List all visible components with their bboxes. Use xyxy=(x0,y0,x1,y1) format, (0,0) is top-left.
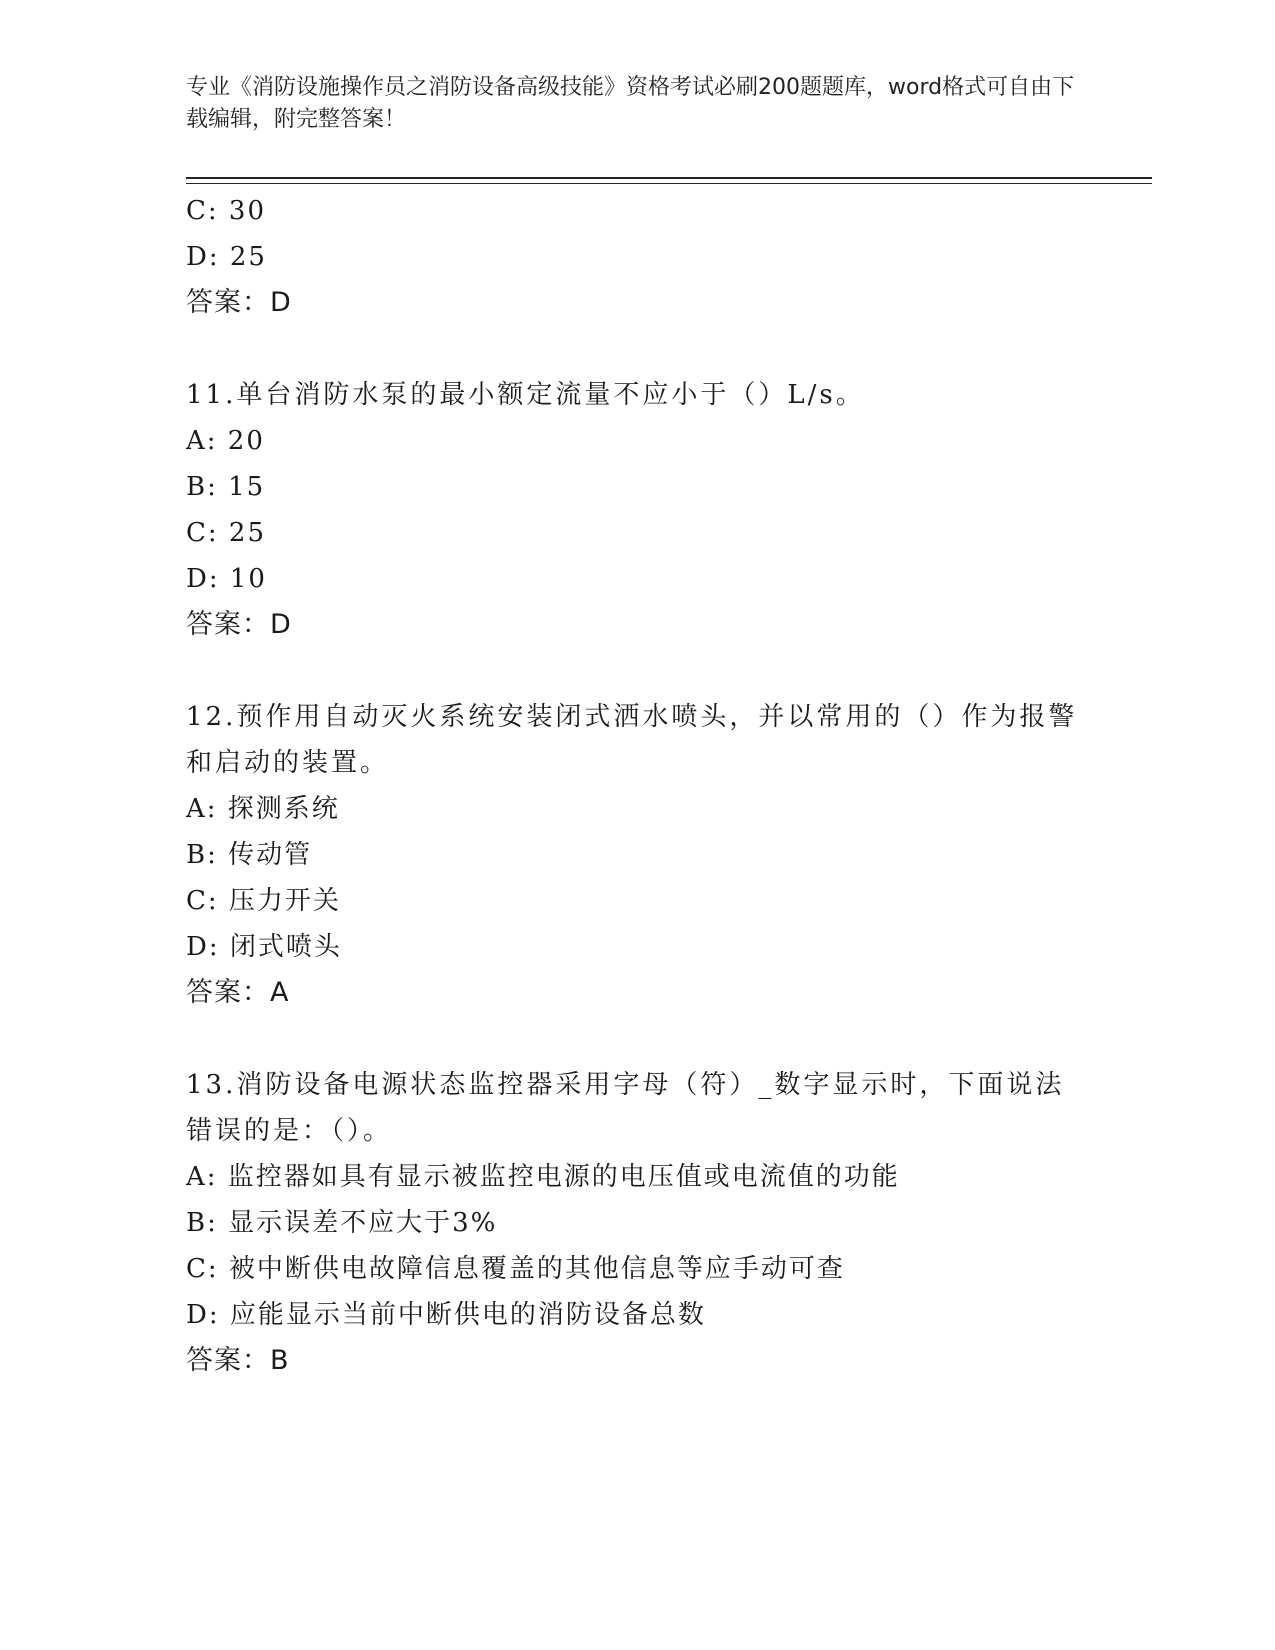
option-c: C: 被中断供电故障信息覆盖的其他信息等应手动可查 xyxy=(186,1254,845,1284)
option-d: D: 闭式喷头 xyxy=(186,932,342,962)
option-b: B: 15 xyxy=(186,472,266,502)
question-content xyxy=(186,188,1152,1384)
spacer xyxy=(186,648,1152,694)
option-a: A: 20 xyxy=(186,426,265,456)
option-d: D: 10 xyxy=(186,564,267,594)
option-d: D: 应能显示当前中断供电的消防设备总数 xyxy=(186,1300,706,1330)
option-c: C: 25 xyxy=(186,518,267,548)
document-header: 专业《消防设施操作员之消防设备高级技能》资格考试必刷200题题库，word格式可自由下载编辑，附完整答案！ xyxy=(186,75,1075,132)
option-c: C: 30 xyxy=(186,196,267,226)
question-12 xyxy=(186,694,1152,1016)
question-11 xyxy=(186,372,1152,648)
answer-line: 答案：A xyxy=(186,977,290,1008)
option-b: B: 显示误差不应大于3% xyxy=(186,1208,498,1238)
question-10-tail xyxy=(186,188,1152,326)
option-a: A: 探测系统 xyxy=(186,794,340,824)
option-b: B: 传动管 xyxy=(186,840,313,870)
question-13 xyxy=(186,1062,1152,1384)
option-c: C: 压力开关 xyxy=(186,886,341,916)
option-a: A: 监控器如具有显示被监控电源的电压值或电流值的功能 xyxy=(186,1162,900,1192)
answer-line: 答案：D xyxy=(186,609,292,640)
option-d: D: 25 xyxy=(186,242,267,272)
header-divider-thick xyxy=(186,177,1152,179)
answer-line: 答案：D xyxy=(186,287,292,318)
spacer xyxy=(186,1016,1152,1062)
question-stem: 13.消防设备电源状态监控器采用字母（符）_数字显示时，下面说法错误的是：（）。 xyxy=(186,1070,1065,1146)
question-stem: 11.单台消防水泵的最小额定流量不应小于（）L/s。 xyxy=(186,380,865,410)
question-stem: 12.预作用自动灭火系统安装闭式洒水喷头，并以常用的（）作为报警和启动的装置。 xyxy=(186,702,1078,778)
spacer xyxy=(186,326,1152,372)
header-divider-thin xyxy=(186,183,1152,184)
answer-line: 答案：B xyxy=(186,1345,290,1376)
